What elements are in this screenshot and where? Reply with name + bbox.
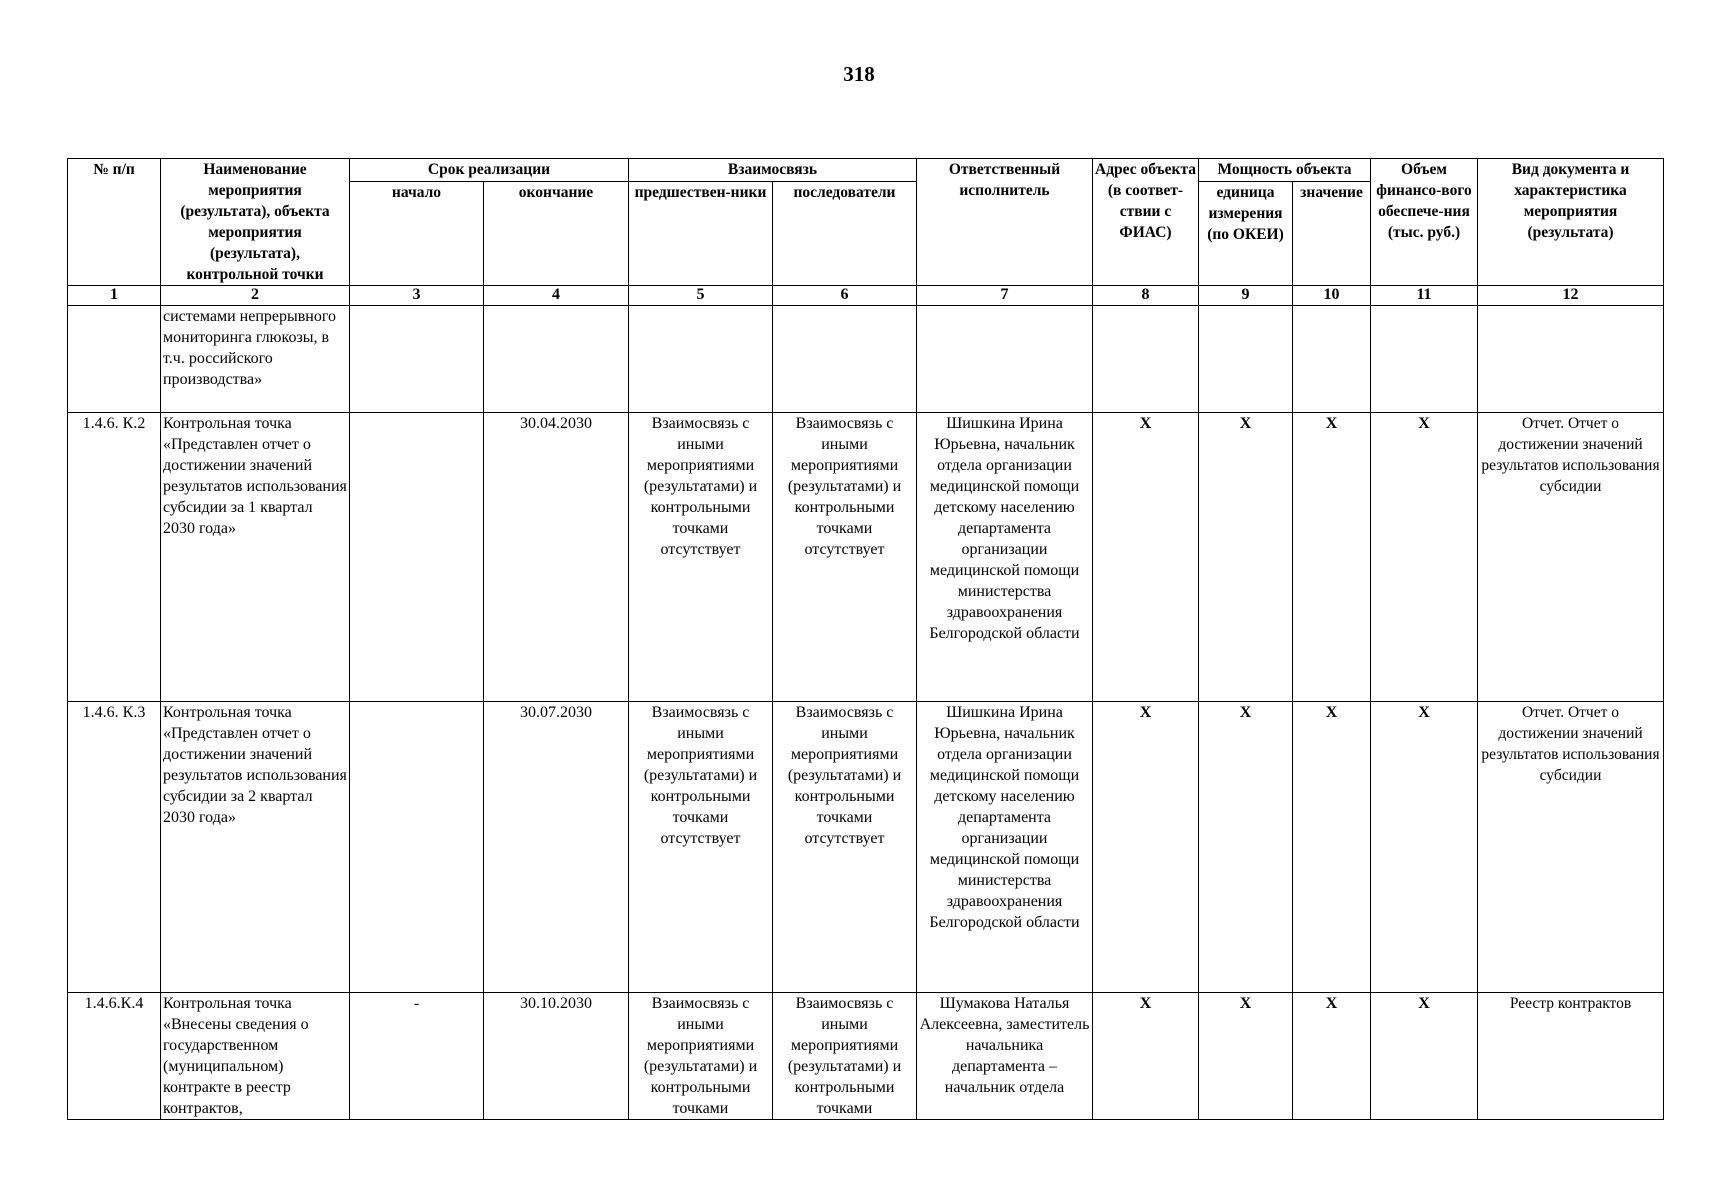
column-number: 7 bbox=[917, 286, 1093, 306]
cell-name: Контрольная точка «Представлен отчет о достижении значений результатов использования субсидии за 1 квартал 2030 года» bbox=[161, 413, 350, 702]
table-row bbox=[68, 993, 1664, 1120]
cell-doc-type: Отчет. Отчет о достижении значений результатов использования субсидии bbox=[1478, 413, 1664, 702]
column-number: 8 bbox=[1093, 286, 1199, 306]
cell-predecessors bbox=[629, 306, 773, 413]
header-capacity: Мощность объекта bbox=[1199, 159, 1371, 182]
page-number: 318 bbox=[843, 62, 875, 86]
header-followers: последователи bbox=[773, 182, 917, 286]
cell-address: X bbox=[1093, 702, 1199, 993]
cell-unit: X bbox=[1199, 413, 1293, 702]
cell-num: 1.4.6. К.2 bbox=[68, 413, 161, 702]
cell-num: 1.4.6. К.3 bbox=[68, 702, 161, 993]
cell-followers bbox=[773, 306, 917, 413]
cell-address bbox=[1093, 306, 1199, 413]
column-number-row bbox=[68, 286, 1664, 306]
cell-value: X bbox=[1293, 702, 1371, 993]
cell-unit: X bbox=[1199, 993, 1293, 1120]
column-number: 12 bbox=[1478, 286, 1664, 306]
cell-predecessors: Взаимосвязь с иными мероприятиями (результатами) и контрольными точками bbox=[629, 993, 773, 1120]
cell-address: X bbox=[1093, 413, 1199, 702]
cell-responsible: Шишкина Ирина Юрьевна, начальник отдела организации медицинской помощи детскому населению департамента организации медицинской помощи министерства здравоохранения Белгородской области bbox=[917, 413, 1093, 702]
cell-start: - bbox=[350, 993, 484, 1120]
column-number: 11 bbox=[1371, 286, 1478, 306]
header-end: окончание bbox=[484, 182, 629, 286]
header-responsible: Ответственный исполнитель bbox=[917, 159, 1093, 286]
cell-finance: X bbox=[1371, 993, 1478, 1120]
header-doc-type: Вид документа и характеристика мероприятия (результата) bbox=[1478, 159, 1664, 286]
cell-doc-type: Реестр контрактов bbox=[1478, 993, 1664, 1120]
cell-followers: Взаимосвязь с иными мероприятиями (результатами) и контрольными точками отсутствует bbox=[773, 702, 917, 993]
cell-followers: Взаимосвязь с иными мероприятиями (результатами) и контрольными точками отсутствует bbox=[773, 413, 917, 702]
column-number: 2 bbox=[161, 286, 350, 306]
header-unit: единица измерения (по ОКЕИ) bbox=[1199, 182, 1293, 286]
cell-name: Контрольная точка «Внесены сведения о государственном (муниципальном) контракте в реестр контрактов, bbox=[161, 993, 350, 1120]
cell-end: 30.10.2030 bbox=[484, 993, 629, 1120]
cell-followers: Взаимосвязь с иными мероприятиями (результатами) и контрольными точками bbox=[773, 993, 917, 1120]
cell-start bbox=[350, 702, 484, 993]
header-value: значение bbox=[1293, 182, 1371, 286]
column-number: 5 bbox=[629, 286, 773, 306]
column-number: 6 bbox=[773, 286, 917, 306]
table-row bbox=[68, 306, 1664, 413]
table-row bbox=[68, 702, 1664, 993]
cell-predecessors: Взаимосвязь с иными мероприятиями (результатами) и контрольными точками отсутствует bbox=[629, 413, 773, 702]
column-number: 4 bbox=[484, 286, 629, 306]
cell-responsible: Шишкина Ирина Юрьевна, начальник отдела организации медицинской помощи детскому населению департамента организации медицинской помощи министерства здравоохранения Белгородской области bbox=[917, 702, 1093, 993]
cell-responsible bbox=[917, 306, 1093, 413]
cell-address: X bbox=[1093, 993, 1199, 1120]
header-start: начало bbox=[350, 182, 484, 286]
cell-doc-type bbox=[1478, 306, 1664, 413]
cell-value: X bbox=[1293, 413, 1371, 702]
cell-unit bbox=[1199, 306, 1293, 413]
cell-num bbox=[68, 306, 161, 413]
cell-unit: X bbox=[1199, 702, 1293, 993]
cell-value: X bbox=[1293, 993, 1371, 1120]
cell-finance bbox=[1371, 306, 1478, 413]
cell-responsible: Шумакова Наталья Алексеевна, заместитель начальника департамента – начальник отдела bbox=[917, 993, 1093, 1120]
header-period: Срок реализации bbox=[350, 159, 629, 182]
cell-num: 1.4.6.К.4 bbox=[68, 993, 161, 1120]
table-row bbox=[68, 413, 1664, 702]
cell-end: 30.07.2030 bbox=[484, 702, 629, 993]
header-finance: Объем финансо-вого обеспече-ния (тыс. руб.) bbox=[1371, 159, 1478, 286]
header-num: № п/п bbox=[68, 159, 161, 286]
column-number: 3 bbox=[350, 286, 484, 306]
header-address: Адрес объекта (в соответ-ствии с ФИАС) bbox=[1093, 159, 1199, 286]
header-predecessors: предшествен-ники bbox=[629, 182, 773, 286]
column-number: 10 bbox=[1293, 286, 1371, 306]
cell-name: системами непрерывного мониторинга глюкозы, в т.ч. российского производства» bbox=[161, 306, 350, 413]
column-number: 1 bbox=[68, 286, 161, 306]
plan-table bbox=[67, 158, 1664, 1120]
cell-value bbox=[1293, 306, 1371, 413]
cell-end bbox=[484, 306, 629, 413]
cell-start bbox=[350, 413, 484, 702]
cell-start bbox=[350, 306, 484, 413]
column-number: 9 bbox=[1199, 286, 1293, 306]
cell-end: 30.04.2030 bbox=[484, 413, 629, 702]
cell-name: Контрольная точка «Представлен отчет о достижении значений результатов использования субсидии за 2 квартал 2030 года» bbox=[161, 702, 350, 993]
cell-finance: X bbox=[1371, 413, 1478, 702]
header-row-1 bbox=[68, 159, 1664, 182]
cell-predecessors: Взаимосвязь с иными мероприятиями (результатами) и контрольными точками отсутствует bbox=[629, 702, 773, 993]
header-name: Наименование мероприятия (результата), объекта мероприятия (результата), контрольной точки bbox=[161, 159, 350, 286]
cell-finance: X bbox=[1371, 702, 1478, 993]
cell-doc-type: Отчет. Отчет о достижении значений результатов использования субсидии bbox=[1478, 702, 1664, 993]
header-relation: Взаимосвязь bbox=[629, 159, 917, 182]
